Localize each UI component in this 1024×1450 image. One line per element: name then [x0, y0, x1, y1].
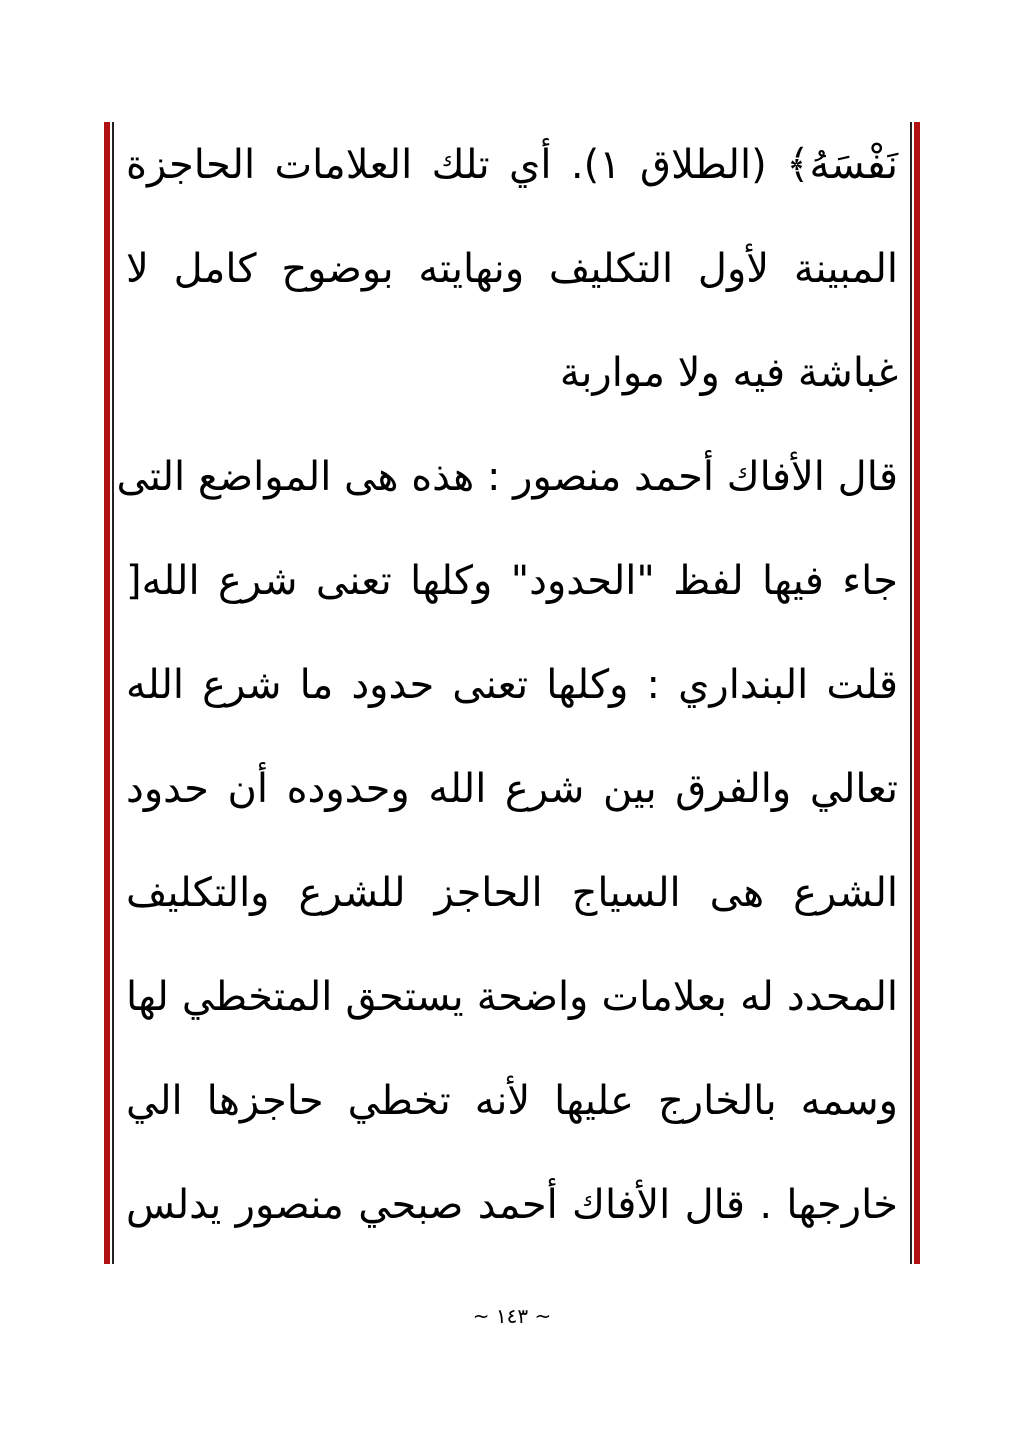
frame-border-left [104, 122, 114, 1264]
text-line: الشرع هى السياج الحاجز للشرع والتكليف [126, 870, 898, 916]
text-line: تعالي والفرق بين شرع الله وحدوده أن حدود [126, 766, 898, 812]
text-line: نَفْسَهُ﴾ (الطلاق ١). أي تلك العلامات الحاجزة [126, 142, 899, 188]
text-line: غباشة فيه ولا مواربة [559, 350, 898, 396]
frame-border-right [910, 122, 920, 1264]
text-line: خارجها . قال الأفاك أحمد صبحي منصور يدلس [126, 1182, 898, 1228]
text-line: المحدد له بعلامات واضحة يستحق المتخطي لها [126, 974, 898, 1020]
text-line: المبينة لأول التكليف ونهايته بوضوح كامل لا [126, 246, 898, 292]
page-number: ~ ١٤٣ ~ [472, 1304, 552, 1328]
text-line: جاء فيها لفظ "الحدود" وكلها تعنى شرع الله[ [126, 558, 898, 604]
text-line: قلت البنداري : وكلها تعنى حدود ما شرع الله [126, 662, 898, 708]
text-line: قال الأفاك أحمد منصور : هذه هى المواضع التى [116, 454, 898, 500]
text-line: وسمه بالخارج عليها لأنه تخطي حاجزها الي [126, 1078, 898, 1124]
page-frame [104, 122, 920, 1264]
body-text [116, 122, 899, 1264]
